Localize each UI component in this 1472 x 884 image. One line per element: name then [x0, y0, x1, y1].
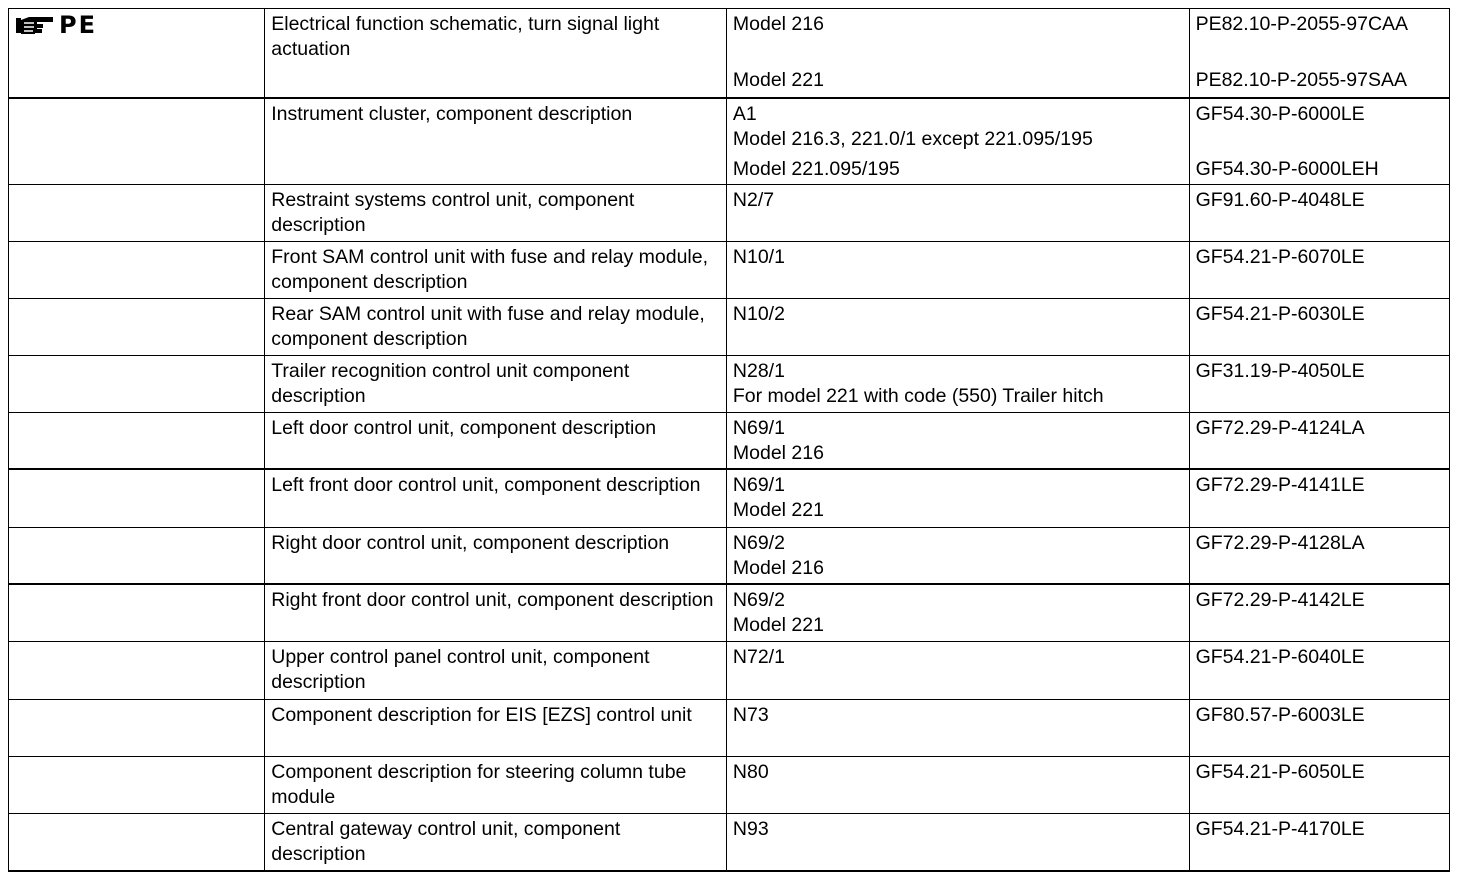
- detail-cell: [726, 299, 1189, 356]
- table-row: [9, 413, 1450, 470]
- row-reference: PE82.10-P-2055-97CAA: [1195, 13, 1409, 35]
- row-reference: GF72.29-P-4124LA: [1195, 417, 1365, 439]
- description-cell: [265, 469, 727, 527]
- row-title: Instrument cluster, component description: [271, 102, 633, 125]
- row-title: Component description for EIS [EZS] control unit: [271, 704, 692, 726]
- reference-cell: [1189, 642, 1449, 700]
- row-reference: GF72.29-P-4142LE: [1195, 588, 1365, 611]
- row-detail: N69/2: [732, 531, 785, 554]
- row-detail: N28/1: [732, 360, 785, 382]
- row-detail: N69/1: [732, 474, 785, 496]
- row-reference: GF72.29-P-4141LE: [1195, 474, 1365, 496]
- row-detail: N72/1: [732, 646, 785, 668]
- table-row: [9, 98, 1450, 185]
- row-detail: Model 216: [732, 442, 824, 464]
- row-detail: Model 221: [732, 69, 824, 91]
- detail-cell: [726, 356, 1189, 413]
- row-title: Rear SAM control unit with fuse and relay module, component description: [271, 303, 705, 350]
- row-detail: N10/2: [732, 303, 785, 325]
- detail-cell: [726, 700, 1189, 757]
- row-detail: Model 221: [732, 613, 824, 636]
- marker-cell: [9, 98, 265, 185]
- row-detail: N10/1: [732, 246, 785, 268]
- detail-cell: [726, 413, 1189, 470]
- description-cell: [265, 9, 727, 98]
- reference-cell: [1189, 584, 1449, 642]
- row-title: Upper control panel control unit, component description: [271, 646, 650, 693]
- table-row: [9, 814, 1450, 871]
- detail-cell: [726, 98, 1189, 185]
- marker-cell: [9, 356, 265, 413]
- row-detail: Model 216.3, 221.0/1 except 221.095/195: [732, 127, 1093, 150]
- marker-cell: [9, 814, 265, 871]
- detail-cell: [726, 642, 1189, 700]
- row-detail: Model 221.095/195: [732, 157, 900, 180]
- detail-cell: [726, 9, 1189, 98]
- row-detail: N93: [732, 818, 769, 840]
- row-detail: N2/7: [732, 189, 775, 211]
- marker-cell: [9, 700, 265, 757]
- detail-cell: [726, 757, 1189, 814]
- reference-cell: [1189, 469, 1449, 527]
- table-row: [9, 527, 1450, 584]
- row-title: Trailer recognition control unit component description: [271, 360, 630, 407]
- description-cell: [265, 356, 727, 413]
- row-title: Central gateway control unit, component description: [271, 818, 621, 865]
- row-reference: PE82.10-P-2055-97SAA: [1195, 69, 1407, 91]
- row-title: Front SAM control unit with fuse and relay module, component description: [271, 246, 709, 293]
- row-detail: Model 216: [732, 13, 824, 35]
- marker-cell: [9, 413, 265, 470]
- description-cell: [265, 185, 727, 242]
- row-reference: GF54.21-P-6050LE: [1195, 761, 1365, 783]
- pointing-hand-icon: [15, 14, 55, 36]
- reference-table: [8, 8, 1450, 872]
- reference-cell: [1189, 814, 1449, 871]
- table-row: [9, 356, 1450, 413]
- table-row: [9, 642, 1450, 700]
- reference-cell: [1189, 527, 1449, 584]
- row-reference: GF91.60-P-4048LE: [1195, 189, 1365, 211]
- row-title: Right front door control unit, component description: [271, 588, 714, 611]
- row-reference: GF54.30-P-6000LE: [1195, 102, 1365, 125]
- description-cell: [265, 584, 727, 642]
- row-reference: GF54.21-P-6040LE: [1195, 646, 1365, 668]
- row-title: Left door control unit, component description: [271, 417, 657, 439]
- table-row: [9, 757, 1450, 814]
- description-cell: [265, 299, 727, 356]
- table-row: [9, 469, 1450, 527]
- row-detail: Model 216: [732, 556, 824, 579]
- marker-cell: [9, 469, 265, 527]
- table-row: [9, 700, 1450, 757]
- row-detail: Model 221: [732, 499, 824, 521]
- row-title: Restraint systems control unit, component description: [271, 189, 635, 236]
- row-reference: GF72.29-P-4128LA: [1195, 531, 1365, 554]
- row-detail: N69/2: [732, 588, 785, 611]
- table-row: [9, 584, 1450, 642]
- table-row: [9, 299, 1450, 356]
- row-reference: GF80.57-P-6003LE: [1195, 704, 1365, 726]
- detail-cell: [726, 469, 1189, 527]
- reference-cell: [1189, 9, 1449, 98]
- detail-cell: [726, 242, 1189, 299]
- table-row: [9, 9, 1450, 98]
- row-reference: GF54.21-P-4170LE: [1195, 818, 1365, 840]
- detail-cell: [726, 185, 1189, 242]
- row-reference: GF54.30-P-6000LEH: [1195, 157, 1379, 180]
- detail-cell: [726, 814, 1189, 871]
- marker-cell: [9, 584, 265, 642]
- reference-cell: [1189, 757, 1449, 814]
- row-reference: GF31.19-P-4050LE: [1195, 360, 1365, 382]
- description-cell: [265, 814, 727, 871]
- reference-cell: [1189, 98, 1449, 185]
- detail-cell: [726, 584, 1189, 642]
- row-detail: N80: [732, 761, 769, 783]
- description-cell: [265, 527, 727, 584]
- row-detail: A1: [732, 102, 757, 125]
- pe-marker: [15, 12, 97, 38]
- pe-label: PE: [59, 11, 97, 39]
- row-title: Right door control unit, component description: [271, 531, 670, 554]
- description-cell: [265, 413, 727, 470]
- marker-cell: [9, 185, 265, 242]
- marker-cell: [9, 527, 265, 584]
- reference-cell: [1189, 700, 1449, 757]
- description-cell: [265, 242, 727, 299]
- reference-cell: [1189, 356, 1449, 413]
- row-detail: N69/1: [732, 417, 785, 439]
- description-cell: [265, 757, 727, 814]
- row-reference: GF54.21-P-6070LE: [1195, 246, 1365, 268]
- marker-cell: [9, 299, 265, 356]
- marker-cell: [9, 642, 265, 700]
- row-title: Component description for steering column tube module: [271, 761, 687, 808]
- table-row: [9, 242, 1450, 299]
- marker-cell: [9, 242, 265, 299]
- detail-cell: [726, 527, 1189, 584]
- table-row: [9, 185, 1450, 242]
- row-title: Left front door control unit, component description: [271, 474, 701, 496]
- marker-cell: [9, 757, 265, 814]
- description-cell: [265, 642, 727, 700]
- description-cell: [265, 98, 727, 185]
- row-detail: N73: [732, 704, 769, 726]
- row-reference: GF54.21-P-6030LE: [1195, 303, 1365, 325]
- row-title: Electrical function schematic, turn signal light actuation: [271, 13, 660, 60]
- reference-cell: [1189, 413, 1449, 470]
- reference-cell: [1189, 242, 1449, 299]
- row-detail: For model 221 with code (550) Trailer hitch: [732, 385, 1104, 407]
- description-cell: [265, 700, 727, 757]
- marker-cell: [9, 9, 265, 98]
- reference-cell: [1189, 299, 1449, 356]
- reference-cell: [1189, 185, 1449, 242]
